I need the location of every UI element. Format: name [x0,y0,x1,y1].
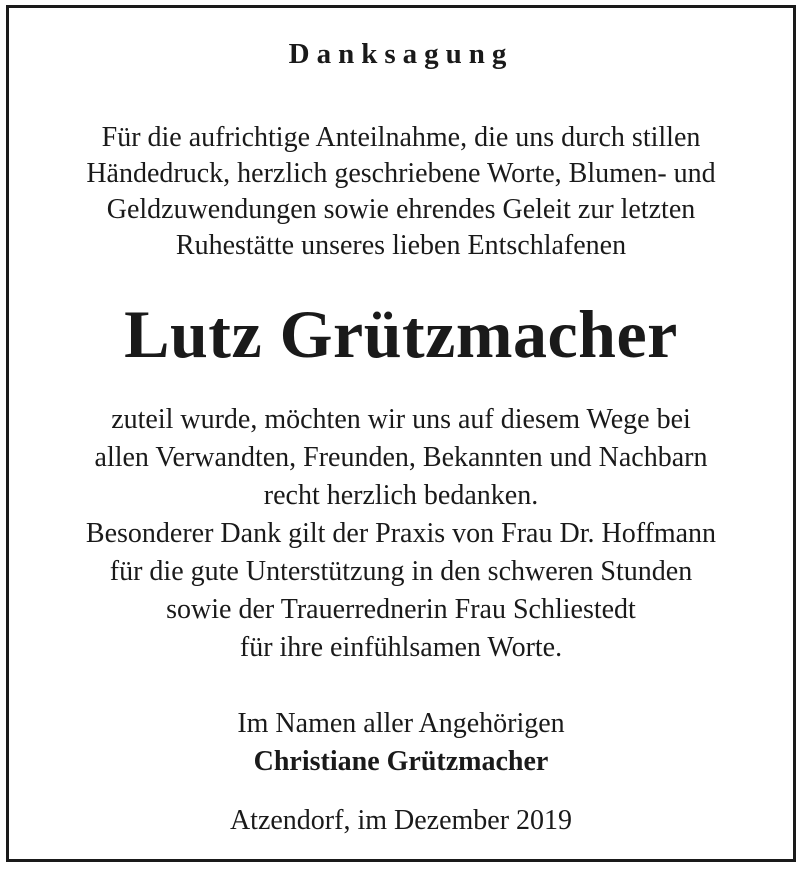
notice-frame [6,5,796,862]
notice-heading: Danksagung [288,38,514,70]
signature-name: Christiane Grützmacher [253,746,549,777]
place-date: Atzendorf, im Dezember 2019 [229,805,573,836]
thanks-line: für ihre einfühlsamen Worte. [239,632,563,663]
thanks-line: für die gute Unterstützung in den schweren Stunden [109,556,693,587]
intro-line: Für die aufrichtige Anteilnahme, die uns durch stillen [101,122,701,153]
thanks-line: zuteil wurde, möchten wir uns auf diesem Wege bei [111,404,691,435]
thanks-line: recht herzlich bedanken. [263,480,539,511]
signature-on-behalf: Im Namen aller Angehörigen [237,708,565,739]
deceased-name: Lutz Grützmacher [124,296,678,372]
thanks-line: allen Verwandten, Freunden, Bekannten und Nachbarn [94,442,708,473]
intro-line: Geldzuwendungen sowie ehrendes Geleit zur letzten [106,194,696,225]
intro-line: Ruhestätte unseres lieben Entschlafenen [175,230,627,261]
thanks-line: Besonderer Dank gilt der Praxis von Frau Dr. Hoffmann [85,518,717,549]
thanks-line: sowie der Trauerrednerin Frau Schliestedt [166,594,636,625]
intro-line: Händedruck, herzlich geschriebene Worte, Blumen- und [86,158,716,189]
